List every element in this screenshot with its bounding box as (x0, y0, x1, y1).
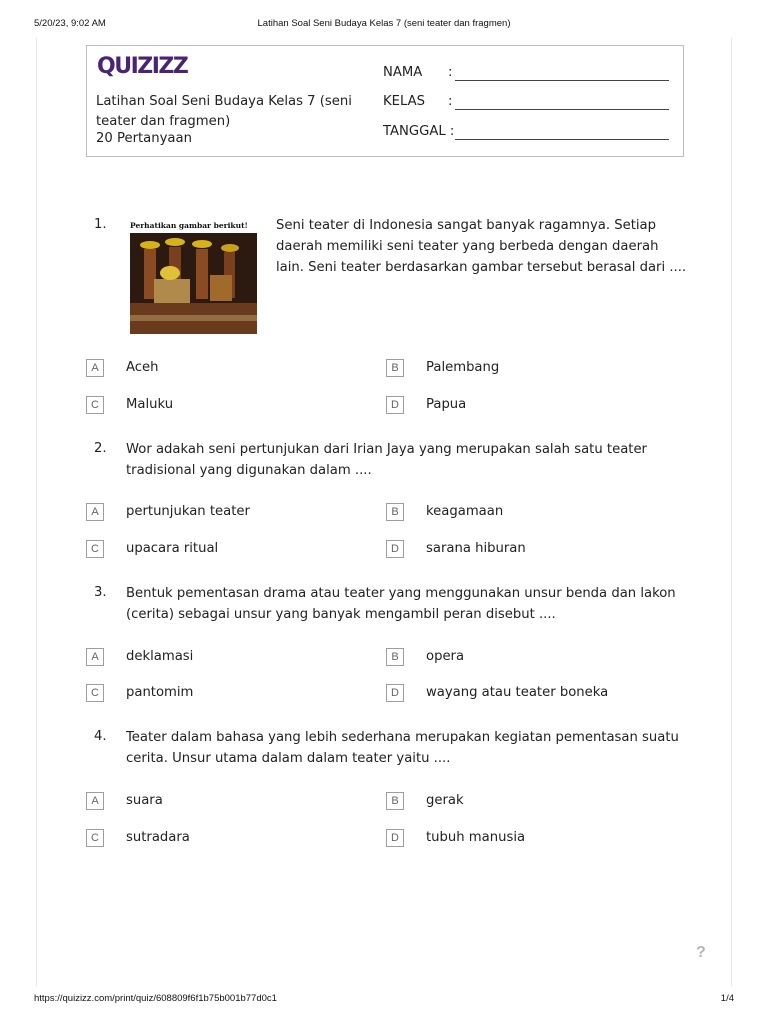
class-line (455, 109, 669, 110)
option-b[interactable] (0, 792, 768, 812)
option-text: Palembang (426, 360, 500, 375)
option-letter: D (386, 396, 404, 414)
class-colon: : (448, 94, 453, 109)
option-letter: A (86, 648, 104, 666)
print-url: https://quizizz.com/print/quiz/608809f6f1b75b001b77d0c1 (34, 993, 277, 1004)
question-count: 20 Pertanyaan (96, 131, 192, 146)
name-line (455, 80, 669, 81)
option-text: pertunjukan teater (126, 504, 250, 519)
quiz-header-box (86, 45, 684, 157)
option-d[interactable] (0, 396, 768, 416)
print-title: Latihan Soal Seni Budaya Kelas 7 (seni teater dan fragmen) (257, 18, 511, 29)
option-text: deklamasi (126, 649, 194, 664)
option-text: Maluku (126, 397, 174, 412)
question-number: 4. (94, 729, 107, 744)
question-mark-icon[interactable]: ? (696, 944, 706, 961)
option-letter: C (86, 829, 104, 847)
option-letter: A (86, 359, 104, 377)
option-b[interactable] (0, 503, 768, 523)
option-d[interactable] (0, 684, 768, 704)
image-caption: Perhatikan gambar berikut! (130, 220, 257, 233)
option-text: keagamaan (426, 504, 504, 519)
quiz-title: Latihan Soal Seni Budaya Kelas 7 (seni teater dan fragmen) (96, 94, 352, 129)
option-b[interactable] (0, 648, 768, 668)
question-number: 3. (94, 585, 107, 600)
class-label: KELAS (383, 94, 426, 109)
question-number: 1. (94, 217, 107, 232)
option-text: Papua (426, 397, 467, 412)
print-timestamp: 5/20/23, 9:02 AM (34, 18, 106, 29)
option-b[interactable] (0, 359, 768, 379)
option-d[interactable] (0, 540, 768, 560)
option-letter: B (386, 359, 404, 377)
option-letter: C (86, 684, 104, 702)
option-letter: C (86, 540, 104, 558)
option-text: gerak (426, 793, 464, 808)
question-image (130, 220, 257, 334)
option-letter: B (386, 503, 404, 521)
option-letter: D (386, 540, 404, 558)
option-d[interactable] (0, 829, 768, 849)
option-letter: D (386, 829, 404, 847)
date-label: TANGGAL : (383, 124, 455, 139)
question-text: Teater dalam bahasa yang lebih sederhana merupakan kegiatan pementasan suatu cerita. Unsur utama dalam dalam teater yaitu .... (126, 730, 679, 766)
option-text: upacara ritual (126, 541, 219, 556)
option-letter: B (386, 792, 404, 810)
dancers-photo (130, 233, 257, 334)
page-number: 1/4 (720, 993, 734, 1004)
name-label: NAMA (383, 65, 423, 80)
option-text: wayang atau teater boneka (426, 685, 609, 700)
name-colon: : (448, 65, 453, 80)
question-text: Seni teater di Indonesia sangat banyak ragamnya. Setiap daerah memiliki seni teater yang berbeda dengan daerah lain. Seni teater berdasarkan gambar tersebut berasal dari .... (276, 218, 687, 275)
option-letter: B (386, 648, 404, 666)
question-number: 2. (94, 441, 107, 456)
question-text: Wor adakah seni pertunjukan dari Irian Jaya yang merupakan salah satu teater tradisional yang digunakan dalam .... (126, 442, 647, 478)
option-text: tubuh manusia (426, 830, 526, 845)
date-line (455, 139, 669, 140)
option-text: suara (126, 793, 163, 808)
option-letter: C (86, 396, 104, 414)
option-text: sarana hiburan (426, 541, 526, 556)
print-header (34, 18, 734, 32)
option-letter: A (86, 792, 104, 810)
option-letter: A (86, 503, 104, 521)
option-letter: D (386, 684, 404, 702)
question-text: Bentuk pementasan drama atau teater yang menggunakan unsur benda dan lakon (cerita) sebagai unsur yang banyak mengambil peran disebut .... (126, 586, 676, 622)
quizizz-logo: QUIZIZZ (97, 54, 188, 79)
option-text: opera (426, 649, 465, 664)
option-text: Aceh (126, 360, 159, 375)
print-footer (34, 993, 734, 1007)
option-text: sutradara (126, 830, 190, 845)
option-text: pantomim (126, 685, 194, 700)
